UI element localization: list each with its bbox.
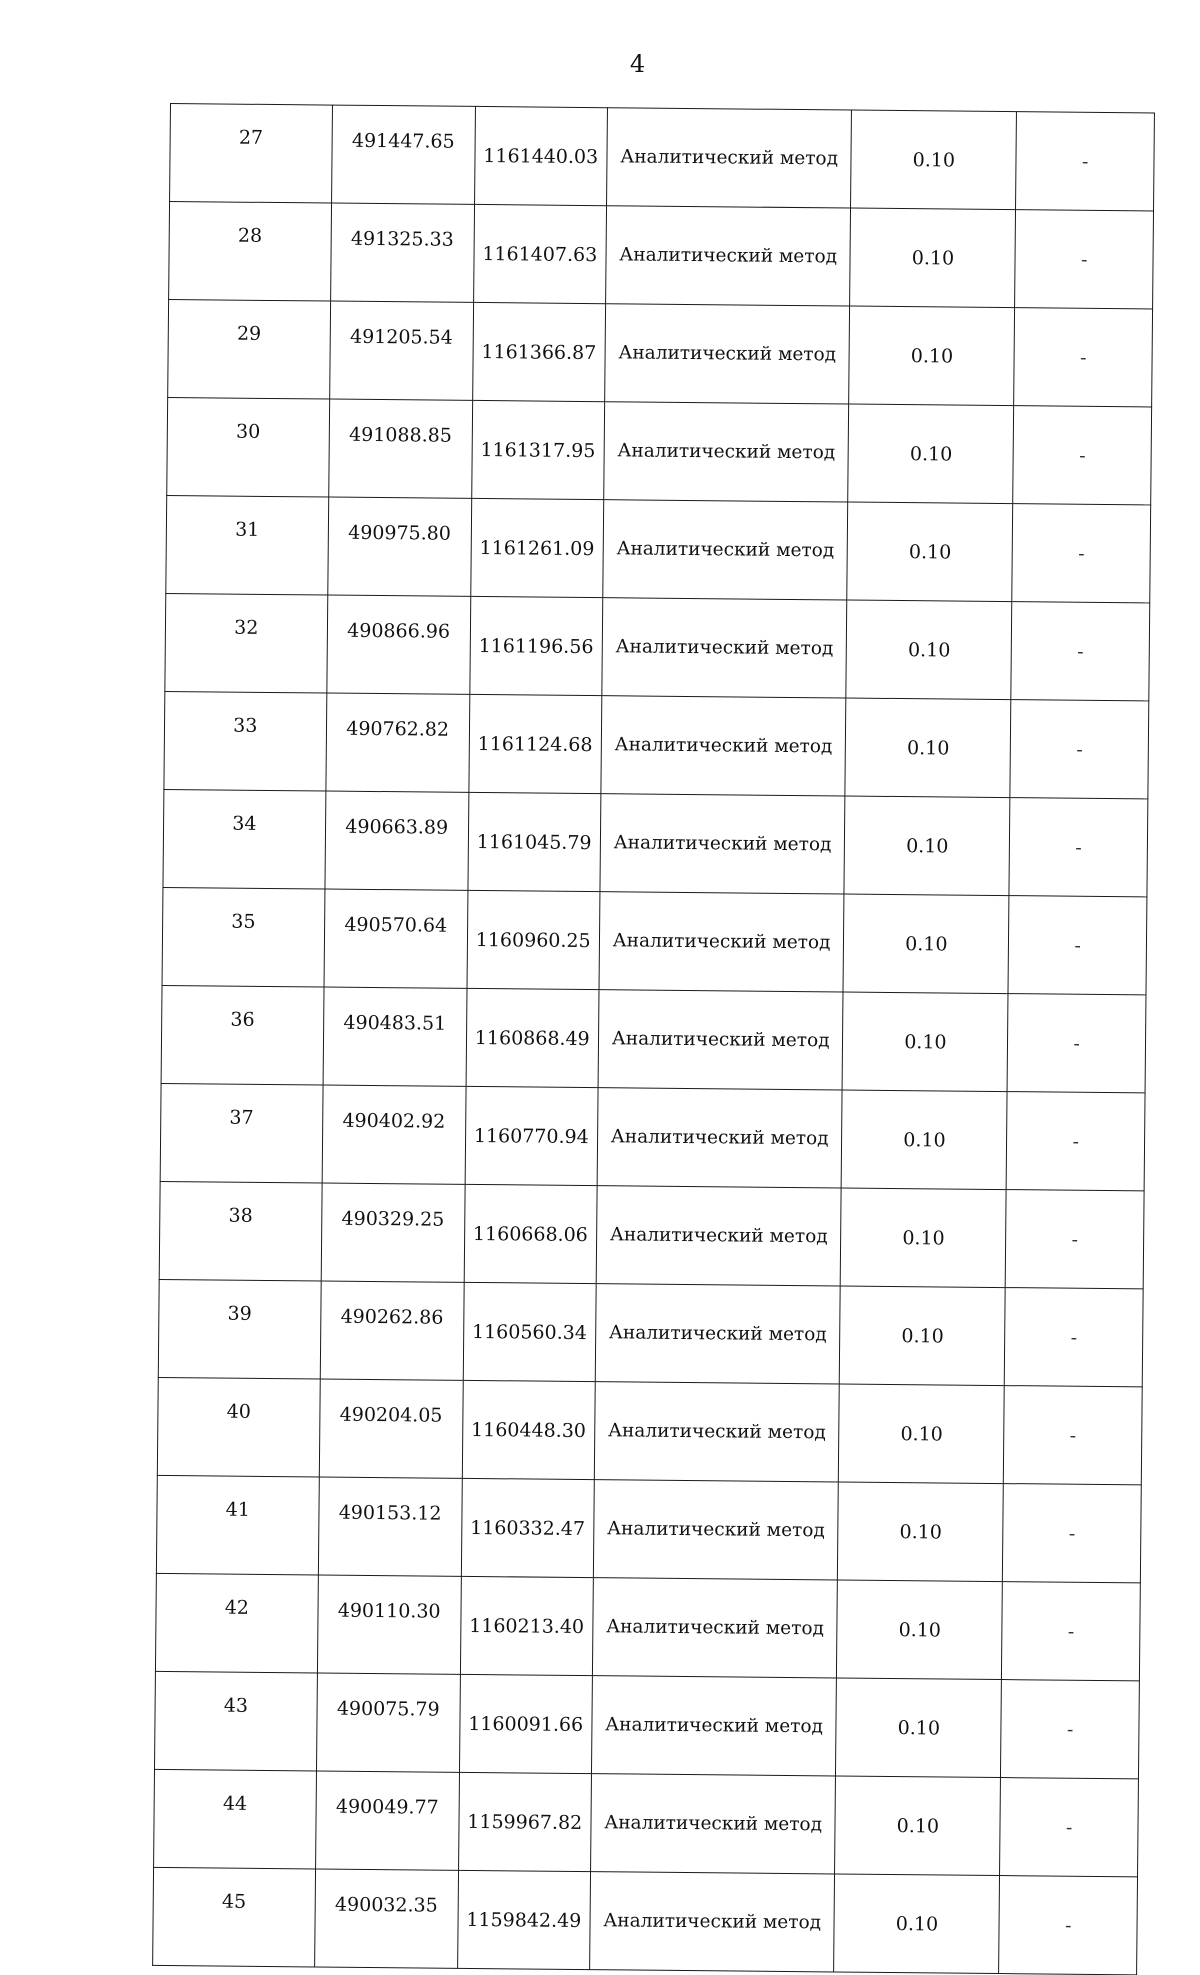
note-cell: - — [1002, 1582, 1141, 1681]
y-coordinate-cell: 1160560.34 — [463, 1282, 596, 1381]
method-cell: Аналитический метод — [595, 1284, 841, 1384]
method-cell: Аналитический метод — [589, 1872, 835, 1972]
x-coordinate-cell: 490329.25 — [321, 1183, 465, 1282]
x-coordinate-cell: 490262.86 — [320, 1281, 464, 1380]
x-coordinate-cell: 490402.92 — [322, 1085, 466, 1184]
point-number-cell: 28 — [169, 202, 332, 302]
note-cell: - — [1004, 1386, 1143, 1485]
point-number-cell: 42 — [155, 1573, 318, 1673]
x-coordinate-cell: 490663.89 — [325, 791, 469, 890]
coordinates-sheet — [152, 103, 1155, 1975]
x-coordinate-cell: 490762.82 — [326, 693, 470, 792]
x-coordinate-cell: 491325.33 — [330, 203, 474, 302]
point-number-cell: 33 — [164, 691, 327, 791]
y-coordinate-cell: 1160868.49 — [466, 988, 599, 1087]
y-coordinate-cell: 1161045.79 — [468, 792, 601, 891]
accuracy-cell: 0.10 — [838, 1482, 1004, 1582]
accuracy-cell: 0.10 — [843, 894, 1009, 994]
x-coordinate-cell: 491447.65 — [331, 105, 475, 204]
accuracy-cell: 0.10 — [834, 1874, 1000, 1974]
x-coordinate-cell: 491205.54 — [329, 301, 473, 400]
method-cell: Аналитический метод — [594, 1382, 840, 1482]
table-row — [165, 593, 1150, 700]
x-coordinate-cell: 490570.64 — [324, 889, 468, 988]
note-cell: - — [1013, 406, 1152, 505]
y-coordinate-cell: 1160213.40 — [460, 1576, 593, 1675]
note-cell: - — [1007, 994, 1146, 1093]
y-coordinate-cell: 1160770.94 — [465, 1086, 598, 1185]
coordinates-table-body — [153, 104, 1155, 1975]
table-row — [159, 1181, 1144, 1288]
table-row — [166, 495, 1151, 602]
note-cell: - — [1006, 1190, 1145, 1289]
y-coordinate-cell: 1161366.87 — [472, 302, 605, 401]
table-row — [155, 1573, 1140, 1680]
point-number-cell: 39 — [158, 1279, 321, 1379]
point-number-cell: 36 — [161, 985, 324, 1085]
method-cell: Аналитический метод — [605, 206, 851, 306]
method-cell: Аналитический метод — [598, 990, 844, 1090]
note-cell: - — [1000, 1778, 1139, 1877]
point-number-cell: 40 — [157, 1377, 320, 1477]
table-row — [169, 202, 1154, 309]
y-coordinate-cell: 1160960.25 — [467, 890, 600, 989]
accuracy-cell: 0.10 — [843, 992, 1009, 1092]
table-row — [158, 1279, 1143, 1386]
y-coordinate-cell: 1161196.56 — [470, 596, 603, 695]
accuracy-cell: 0.10 — [846, 600, 1012, 700]
table-row — [170, 104, 1155, 211]
point-number-cell: 35 — [162, 887, 325, 987]
accuracy-cell: 0.10 — [851, 110, 1017, 210]
table-row — [156, 1475, 1141, 1582]
method-cell: Аналитический метод — [591, 1676, 837, 1776]
accuracy-cell: 0.10 — [837, 1580, 1003, 1680]
accuracy-cell: 0.10 — [850, 208, 1016, 308]
point-number-cell: 45 — [153, 1867, 316, 1967]
x-coordinate-cell: 491088.85 — [328, 399, 472, 498]
accuracy-cell: 0.10 — [835, 1776, 1001, 1876]
y-coordinate-cell: 1161317.95 — [471, 400, 604, 499]
y-coordinate-cell: 1160091.66 — [459, 1674, 592, 1773]
note-cell: - — [1015, 210, 1154, 309]
point-number-cell: 38 — [159, 1181, 322, 1281]
note-cell: - — [1009, 798, 1148, 897]
page-number: 4 — [629, 50, 646, 78]
y-coordinate-cell: 1161261.09 — [470, 498, 603, 597]
accuracy-cell: 0.10 — [839, 1384, 1005, 1484]
method-cell: Аналитический метод — [602, 598, 848, 698]
y-coordinate-cell: 1159967.82 — [458, 1772, 591, 1871]
accuracy-cell: 0.10 — [840, 1286, 1006, 1386]
point-number-cell: 37 — [160, 1083, 323, 1183]
point-number-cell: 27 — [170, 104, 333, 204]
note-cell: - — [1008, 896, 1147, 995]
table-row — [164, 691, 1149, 798]
note-cell: - — [1005, 1288, 1144, 1387]
note-cell: - — [1012, 504, 1151, 603]
y-coordinate-cell: 1161124.68 — [469, 694, 602, 793]
method-cell: Аналитический метод — [596, 1186, 842, 1286]
point-number-cell: 44 — [154, 1769, 317, 1869]
method-cell: Аналитический метод — [593, 1480, 839, 1580]
method-cell: Аналитический метод — [601, 696, 847, 796]
method-cell: Аналитический метод — [597, 1088, 843, 1188]
x-coordinate-cell: 490049.77 — [315, 1771, 459, 1870]
table-row — [153, 1867, 1138, 1974]
accuracy-cell: 0.10 — [849, 306, 1015, 406]
method-cell: Аналитический метод — [592, 1578, 838, 1678]
y-coordinate-cell: 1160332.47 — [461, 1478, 594, 1577]
table-row — [155, 1671, 1140, 1778]
accuracy-cell: 0.10 — [836, 1678, 1002, 1778]
table-row — [161, 985, 1146, 1092]
note-cell: - — [999, 1876, 1138, 1975]
x-coordinate-cell: 490866.96 — [326, 595, 470, 694]
note-cell: - — [1006, 1092, 1145, 1191]
table-row — [160, 1083, 1145, 1190]
table-row — [154, 1769, 1139, 1876]
point-number-cell: 41 — [156, 1475, 319, 1575]
table-row — [167, 397, 1152, 504]
method-cell: Аналитический метод — [599, 892, 845, 992]
x-coordinate-cell: 490204.05 — [319, 1379, 463, 1478]
method-cell: Аналитический метод — [600, 794, 846, 894]
coordinates-table — [152, 103, 1155, 1975]
point-number-cell: 29 — [168, 299, 331, 399]
table-row — [162, 887, 1147, 994]
method-cell: Аналитический метод — [606, 108, 852, 208]
method-cell: Аналитический метод — [604, 304, 850, 404]
point-number-cell: 31 — [166, 495, 329, 595]
y-coordinate-cell: 1161407.63 — [473, 204, 606, 303]
point-number-cell: 32 — [165, 593, 328, 693]
note-cell: - — [1011, 602, 1150, 701]
y-coordinate-cell: 1159842.49 — [457, 1870, 590, 1969]
x-coordinate-cell: 490483.51 — [323, 987, 467, 1086]
table-row — [168, 299, 1153, 406]
note-cell: - — [1003, 1484, 1142, 1583]
y-coordinate-cell: 1161440.03 — [474, 106, 607, 205]
point-number-cell: 34 — [163, 789, 326, 889]
x-coordinate-cell: 490075.79 — [316, 1673, 460, 1772]
accuracy-cell: 0.10 — [845, 698, 1011, 798]
y-coordinate-cell: 1160448.30 — [462, 1380, 595, 1479]
point-number-cell: 30 — [167, 397, 330, 497]
x-coordinate-cell: 490153.12 — [318, 1477, 462, 1576]
method-cell: Аналитический метод — [590, 1774, 836, 1874]
method-cell: Аналитический метод — [604, 402, 850, 502]
accuracy-cell: 0.10 — [842, 1090, 1008, 1190]
note-cell: - — [1014, 308, 1153, 407]
x-coordinate-cell: 490975.80 — [327, 497, 471, 596]
y-coordinate-cell: 1160668.06 — [464, 1184, 597, 1283]
note-cell: - — [1010, 700, 1149, 799]
point-number-cell: 43 — [155, 1671, 318, 1771]
accuracy-cell: 0.10 — [841, 1188, 1007, 1288]
accuracy-cell: 0.10 — [844, 796, 1010, 896]
table-row — [157, 1377, 1142, 1484]
table-row — [163, 789, 1148, 896]
method-cell: Аналитический метод — [603, 500, 849, 600]
accuracy-cell: 0.10 — [848, 404, 1014, 504]
accuracy-cell: 0.10 — [847, 502, 1013, 602]
note-cell: - — [1016, 112, 1155, 211]
x-coordinate-cell: 490110.30 — [317, 1575, 461, 1674]
x-coordinate-cell: 490032.35 — [314, 1869, 458, 1968]
note-cell: - — [1001, 1680, 1140, 1779]
